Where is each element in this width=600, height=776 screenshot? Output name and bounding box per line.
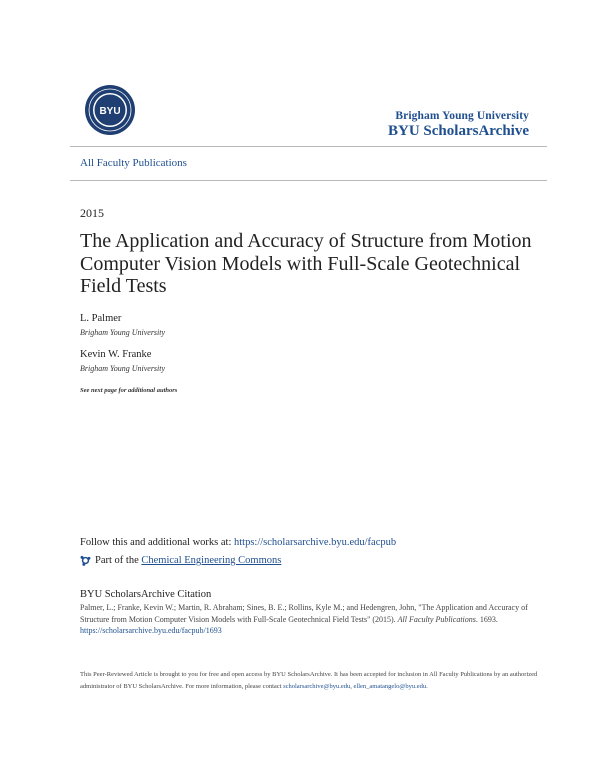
email-link-scholarsarchive[interactable]: scholarsarchive@byu.edu xyxy=(283,682,351,690)
paper-title: The Application and Accuracy of Structure from Motion Computer Vision Models with Full-Scale Geotechnical Field Tests xyxy=(80,230,532,297)
citation-reference: Palmer, L.; Franke, Kevin W.; Martin, R. Abraham; Sines, B. E.; Rollins, Kyle M.; and Hedengren, John, "The Application and Accuracy of Structure from Motion Computer Vision Models with Full-Scale Geotechnical Field Tests" (2015). xyxy=(80,603,528,624)
part-of-prefix: Part of the xyxy=(95,555,139,566)
series-link[interactable]: All Faculty Publications xyxy=(80,157,187,169)
citation-number: . 1693. xyxy=(475,614,498,624)
publication-year: 2015 xyxy=(80,206,104,220)
byu-seal-logo xyxy=(84,84,136,136)
follow-prefix: Follow this and additional works at: xyxy=(80,537,232,548)
footer-notice xyxy=(80,669,550,692)
commons-network-icon xyxy=(80,555,91,566)
institution-name: Brigham Young University xyxy=(395,110,529,122)
collection-url-link[interactable]: https://scholarsarchive.byu.edu/facpub xyxy=(234,537,397,548)
header-divider xyxy=(70,146,547,147)
author-name: L. Palmer xyxy=(80,313,122,324)
follow-line xyxy=(80,537,396,548)
institution-block xyxy=(388,110,529,140)
chemical-engineering-commons-link[interactable]: Chemical Engineering Commons xyxy=(141,555,282,566)
citation-url-link[interactable]: https://scholarsarchive.byu.edu/facpub/1693 xyxy=(80,626,222,635)
author-affiliation: Brigham Young University xyxy=(80,364,166,373)
footer-separator: , xyxy=(350,682,352,690)
author-affiliation: Brigham Young University xyxy=(80,328,166,337)
citation-heading: BYU ScholarsArchive Citation xyxy=(80,589,212,600)
author-name: Kevin W. Franke xyxy=(80,349,152,360)
series-divider xyxy=(70,180,547,181)
seal-text: BYU xyxy=(99,106,121,117)
citation-text xyxy=(80,602,550,637)
additional-authors-note: See next page for additional authors xyxy=(80,387,178,394)
citation-journal: All Faculty Publications xyxy=(397,614,476,624)
part-of-line xyxy=(80,555,281,566)
footer-end: . xyxy=(426,682,428,690)
archive-name[interactable]: BYU ScholarsArchive xyxy=(388,123,529,139)
email-link-ellen[interactable]: ellen_amatangelo@byu.edu xyxy=(353,682,427,690)
footer-text: This Peer-Reviewed Article is brought to you for free and open access by BYU ScholarsArchive. It has been accepted for inclusion in All Faculty Publications by an authorized administrator of BYU ScholarsArchive. For more information, please contact xyxy=(80,671,538,690)
